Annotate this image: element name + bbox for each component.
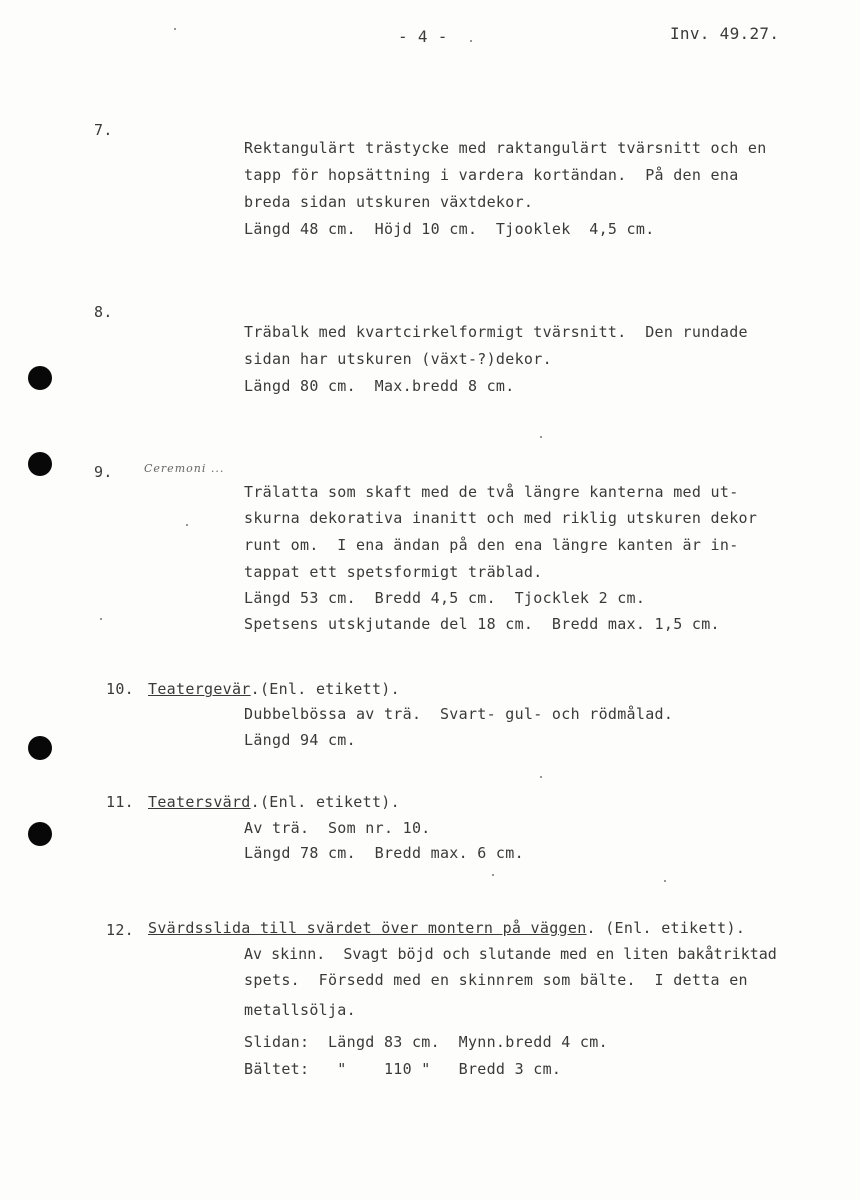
item-line: Spetsens utskjutande del 18 cm. Bredd max. 1,5 cm. <box>244 615 720 633</box>
item-line: Av skinn. Svagt böjd och slutande med en liten bakåtriktad <box>244 945 777 963</box>
item-line: Längd 53 cm. Bredd 4,5 cm. Tjocklek 2 cm. <box>244 589 646 607</box>
speck <box>540 436 542 438</box>
item-title-line <box>148 920 745 937</box>
item-line: Trälatta som skaft med de två längre kanterna med ut- <box>244 483 739 501</box>
item-line: spets. Försedd med en skinnrem som bälte. I detta en <box>244 971 748 989</box>
item-line: skurna dekorativa inanitt och med riklig utskuren dekor <box>244 509 758 527</box>
speck <box>470 40 472 42</box>
measurement-line: Slidan: Längd 83 cm. Mynn.bredd 4 cm. <box>244 1033 608 1051</box>
item-line: breda sidan utskuren växtdekor. <box>244 193 534 211</box>
item-number: 10. <box>106 680 134 698</box>
item-title-suffix: .(Enl. etikett). <box>250 680 400 698</box>
item-line: Träbalk med kvartcirkelformigt tvärsnitt. Den rundade <box>244 323 748 341</box>
item-number: 9. <box>94 463 113 481</box>
item-line: tappat ett spetsformigt träblad. <box>244 563 543 581</box>
item-title-suffix: . (Enl. etikett). <box>586 919 746 937</box>
speck <box>664 880 666 882</box>
handwritten-note: Ceremoni ... <box>144 462 225 475</box>
speck <box>540 776 542 778</box>
item-title-suffix: .(Enl. etikett). <box>250 793 400 811</box>
item-title: Svärdsslida till svärdet över montern på väggen <box>148 919 587 937</box>
measurement-line: Bältet: " 110 " Bredd 3 cm. <box>244 1060 562 1078</box>
punch-hole <box>28 452 52 476</box>
inventory-number: Inv. 49.27. <box>670 24 780 43</box>
item-line: sidan har utskuren (växt-?)dekor. <box>244 350 552 368</box>
item-number: 12. <box>106 921 134 939</box>
item-number: 8. <box>94 303 113 321</box>
speck <box>174 28 176 30</box>
punch-hole <box>28 366 52 390</box>
item-title: Teatergevär <box>148 680 251 698</box>
item-title-line <box>148 681 400 698</box>
item-line: metallsölja. <box>244 1001 356 1019</box>
speck <box>186 524 188 526</box>
item-number: 7. <box>94 121 113 139</box>
item-line: Dubbelbössa av trä. Svart- gul- och rödmålad. <box>244 705 674 723</box>
item-line: Längd 78 cm. Bredd max. 6 cm. <box>244 844 524 862</box>
punch-hole <box>28 822 52 846</box>
page-number: - 4 - <box>398 27 448 46</box>
item-line: tapp för hopsättning i vardera kortändan. På den ena <box>244 166 739 184</box>
item-line: Längd 94 cm. <box>244 731 356 749</box>
item-title-line <box>148 794 400 811</box>
item-line: Rektangulärt trästycke med raktangulärt tvärsnitt och en <box>244 139 767 157</box>
item-line: Längd 80 cm. Max.bredd 8 cm. <box>244 377 515 395</box>
item-number: 11. <box>106 793 134 811</box>
speck <box>492 874 494 876</box>
punch-hole <box>28 736 52 760</box>
item-line: Av trä. Som nr. 10. <box>244 819 431 837</box>
item-line: runt om. I ena ändan på den ena längre kanten är in- <box>244 536 739 554</box>
speck <box>100 618 102 620</box>
item-title: Teatersvärd <box>148 793 251 811</box>
item-line: Längd 48 cm. Höjd 10 cm. Tjooklek 4,5 cm. <box>244 220 655 238</box>
